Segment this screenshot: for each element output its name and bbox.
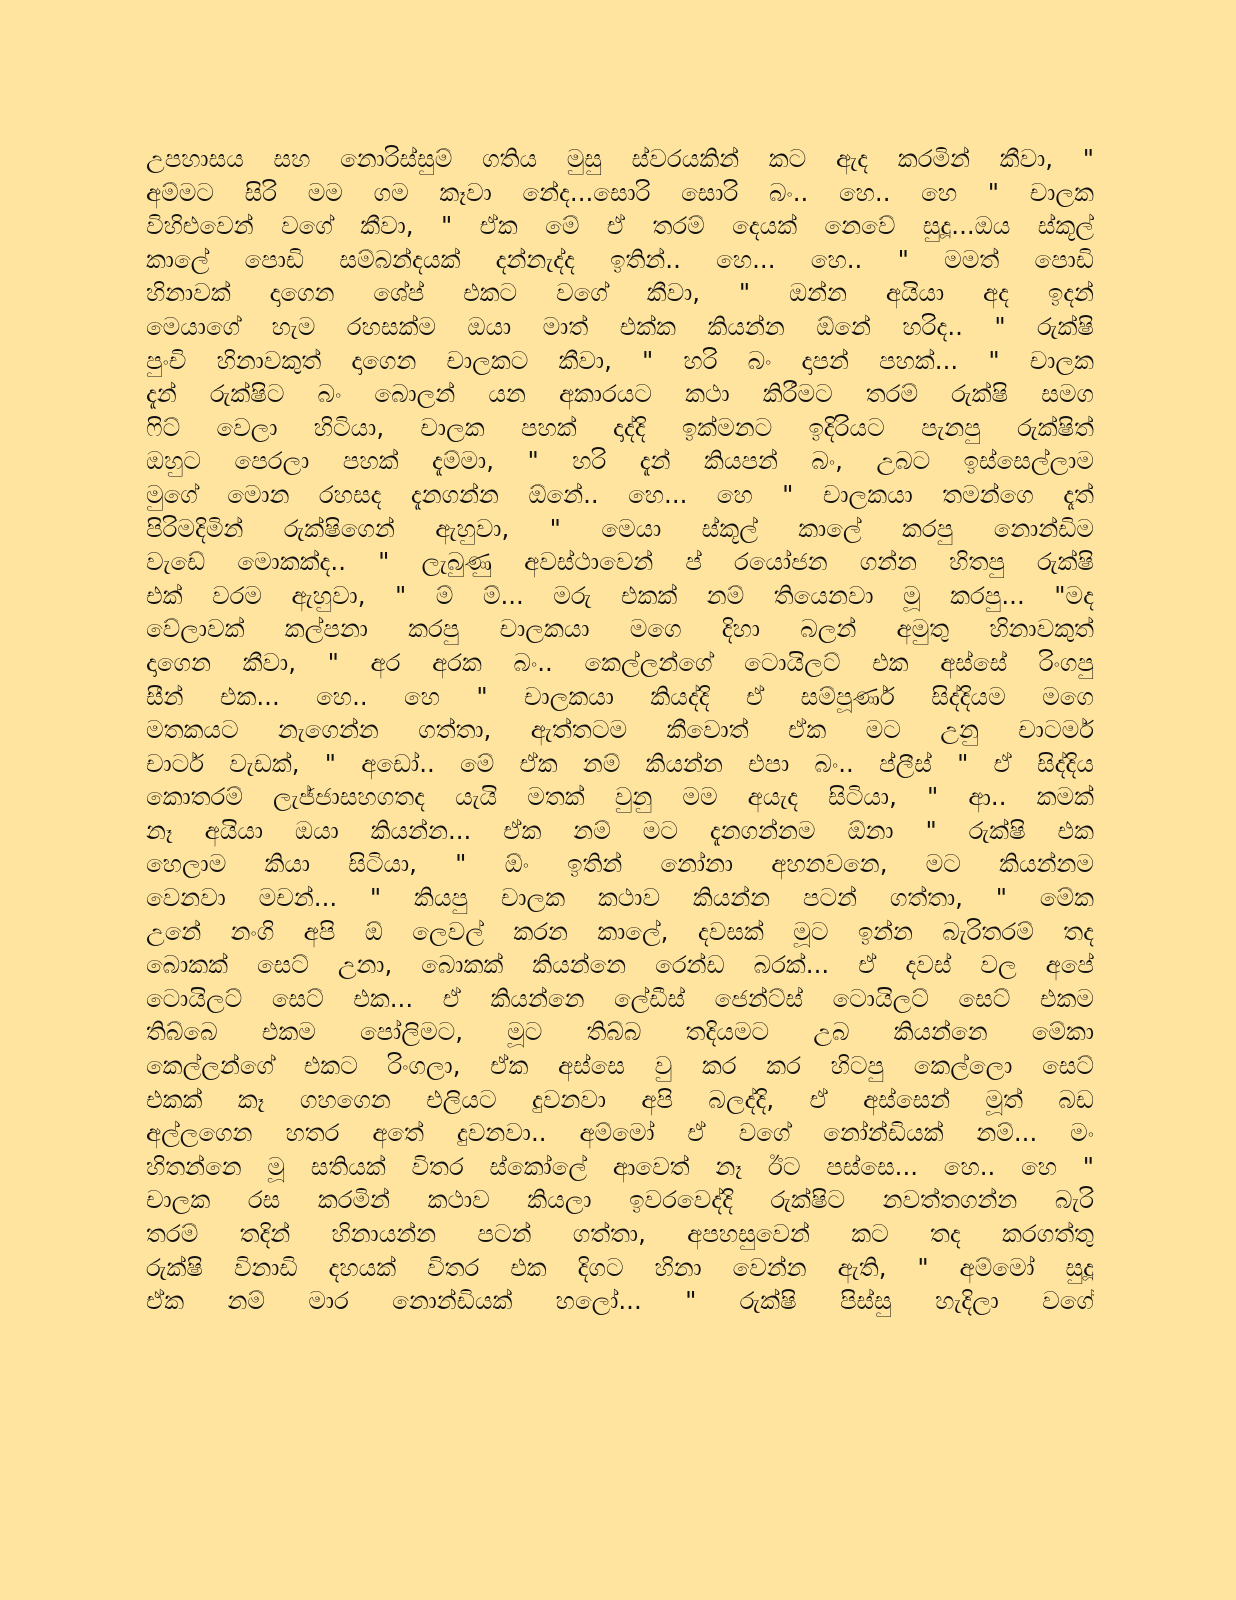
story-line-7: පුංචි හිනාවකුත් දාගෙන චාලකට කීවා, " හරි බං දාපන් පහක්... " චාලක	[146, 345, 1094, 375]
story-line-19: චාටර් වැඩක්, " අඩෝ.. මේ ඒක නම් කියන්න එපා බං.. ප්ලීස් " ඒ සිද්දිය	[146, 748, 1094, 778]
story-line-29: එකක් කෑ ගහගෙන එලියට දුවනවා අපි බලද්දි, ඒ අස්සෙන් මූත් බඩ	[146, 1084, 1094, 1114]
story-line-34: රුක්ෂි විනාඩි දහයක් විතර එක දිගට හිනා වෙන්න ඇති, " අම්මෝ සුදූ	[146, 1252, 1094, 1282]
story-line-25: බොකක් සෙට් උනා, බොකක් කියන්නෙ රෙන්ඩ බරක්... ඒ දවස් වල අපේ	[146, 950, 1094, 980]
story-line-31: හිතන්නෙ මූ සතියක් විතර ස්කෝලේ ආවෙත් නෑ ඊට පස්සෙ... හෙ.. හෙ "	[146, 1151, 1094, 1181]
story-line-1: උපහාසය සහ නොරිස්සුම් ගතිය මුසු ස්වරයකින් කට ඇද කරමින් කීවා, "	[146, 144, 1094, 173]
story-line-6: මෙයාගේ හැම රහසක්ම ඔයා මාත් එක්ක කියන්න ඕනේ හරිද.. " රුක්ෂි	[146, 311, 1094, 341]
story-line-20: කොතරම් ලැජ්ජාසහගතද යැයි මතක් වුනු මම අයැද සිටියා, " ආ.. කමක්	[146, 782, 1094, 812]
story-line-27: තිබ්බෙ එකම පෝලිමට, මූට තිබ්බ තදියමට උබ කියන්නෙ මේකා	[146, 1017, 1094, 1047]
story-line-30: අල්ලගෙන හතර අතේ දුවනවා.. අම්මෝ ඒ වගේ නෝන්ඩියක් නම්... මං	[146, 1118, 1094, 1148]
story-line-9: ෆිට් වෙලා හිටියා, චාලක පහක් දාද්දි ඉක්මනට ඉදිරියට පැනපු රුක්ෂිත්	[146, 412, 1094, 442]
story-line-33: තරම් තදින් හිනායන්න පටන් ගත්තා, අපහසුවෙන් කට තද කරගත්තු	[146, 1219, 1094, 1248]
story-line-10: ඔහුට පෙරලා පහක් දැම්මා, " හරි දැන් කියපන් බං, උබට ඉස්සෙල්ලාම	[146, 446, 1094, 476]
story-line-26: ටොයිලට් සෙට් එක... ඒ කියන්නෙ ලේඩීස් ජෙන්ට්ස් ටොයිලට් සෙට් එකම	[146, 983, 1094, 1013]
story-text-block	[146, 142, 1094, 1318]
story-line-3: විහිළුවෙන් වගේ කීවා, " ඒක මේ ඒ තරම් දෙයක් නෙවේ සුදූ...ඔය ස්කූල්	[146, 211, 1094, 241]
story-line-8: දැන් රුක්ෂිට බං බොලන් යන අකාරයට කථා කිරීමට තරම් රුක්ෂි සමග	[146, 379, 1094, 409]
story-line-11: මුගේ මොන රහසද දැනගන්න ඕනේ.. හෙ... හෙ " චාලකයා තමන්ගෙ දෑත්	[146, 479, 1094, 509]
story-line-17: සීන් එක... හෙ.. හෙ " චාලකයා කියද්දි ඒ සම්පූර්ණ සිද්දියම මගෙ	[146, 681, 1094, 711]
story-line-2: අම්මට සිරි මම ගම කෑවා නේද...සොරි සොරි බං.. හෙ.. හෙ " චාලක	[146, 177, 1094, 207]
story-line-24: උනේ නංගි අපි ඕ ලෙවල් කරන කාලේ, දවසක් මූට ඉන්න බැරිතරම් තද	[146, 916, 1094, 946]
story-line-15: වේලාවක් කල්පනා කරපු චාලකයා මගෙ දිහා බලන් අමුතු හිනාවකුත්	[146, 614, 1094, 644]
story-line-22: හෙලාම කියා සිටියා, " ඕං ඉතින් නෝනා අහනවනෙ, මට කියන්නම	[146, 849, 1094, 879]
story-line-4: කාලේ පොඩි සම්බන්දයක් දන්නැද්ද ඉතින්.. හෙ... හෙ.. " මමත් පොඩි	[146, 244, 1094, 274]
story-line-14: එක් වරම ඇහුවා, " ම් ම්... මරු එකක් නම් තියෙනවා මූ කරපු... "මද	[146, 580, 1094, 610]
story-line-21: නෑ අයියා ඔයා කියන්න... ඒක නම් මට දැනගන්නම ඕනා " රුක්ෂි එක	[146, 815, 1094, 845]
story-line-28: කෙල්ලන්ගේ එකට රිංගලා, ඒක අස්සෙ වු කර කර හිටපු කෙල්ලො සෙට්	[146, 1051, 1094, 1081]
story-line-32: චාලක රස කරමින් කථාව කියලා ඉවරවෙද්දි රුක්ෂිට නවත්තගන්න බැරි	[146, 1185, 1094, 1215]
story-line-13: වැඩේ මොකක්ද.. " ලැබුණු අවස්ථාවෙන් ප් රයෝජන ගන්න හිතපු රුක්ෂි	[146, 547, 1094, 577]
story-line-12: පිරිමදිමින් රුක්ෂිගෙන් ඇහුවා, " මෙයා ස්කූල් කාලේ කරපු නොන්ඩිම	[146, 513, 1094, 543]
story-line-5: හිනාවක් දාගෙන ශේප් එකට වගේ කීවා, " ඔන්න අයියා අද ඉදන්	[146, 278, 1094, 308]
story-line-23: වෙනවා මචන්... " කියපු චාලක කථාව කියන්න පටන් ගත්තා, " මේක	[146, 883, 1094, 913]
story-line-16: දාගෙන කීවා, " අර අරක බං.. කෙල්ලන්ගේ ටොයිලට් එක අස්සේ රිංගපු	[146, 647, 1094, 677]
story-line-35: ඒක නම් මාර නොන්ඩියක් හලෝ... " රුක්ෂි පිස්සු හැදිලා වගේ	[146, 1286, 1094, 1316]
story-line-18: මතකයට නැගෙන්න ගත්තා, ඇත්තටම කීවොත් ඒක මට උනු චාටර්ම	[146, 715, 1094, 745]
